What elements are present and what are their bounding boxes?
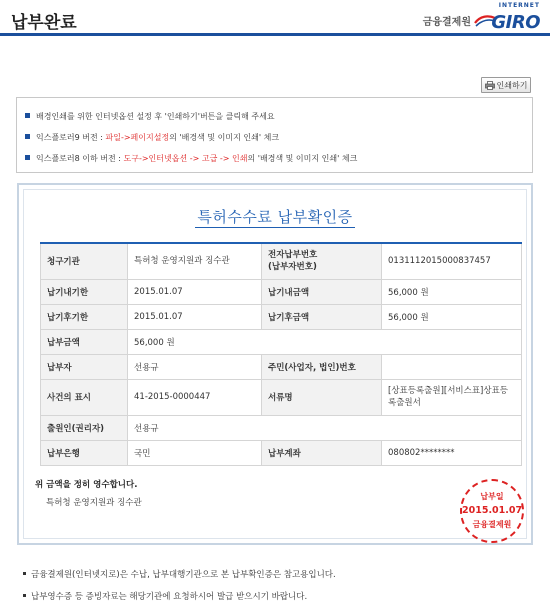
resident-number-value <box>382 354 522 379</box>
notice-text: 익스플로러9 버전 : <box>36 133 106 142</box>
receipt-organization: 특허청 운영지원과 징수관 <box>46 498 142 508</box>
page-header <box>0 0 550 36</box>
certificate-title <box>24 206 526 227</box>
due-date-value: 2015.01.07 <box>128 279 262 304</box>
notice-text: 익스플로러8 이하 버전 : <box>36 154 124 163</box>
notice-item <box>25 148 532 169</box>
table-row <box>41 379 522 415</box>
payment-info-table <box>40 242 522 466</box>
case-value: 41-2015-0000447 <box>128 379 262 415</box>
document-name-value: [상표등록출원][서비스표]상표등록출원서 <box>382 379 522 415</box>
bullet-icon <box>23 572 26 575</box>
notice-highlight: 파일->페이지설정 <box>105 133 170 142</box>
epay-number-label: 전자납부번호 (납부자번호) <box>262 243 382 279</box>
due-amount-label: 납기내금액 <box>262 279 382 304</box>
printer-icon <box>485 81 495 90</box>
claim-org-label: 청구기관 <box>41 243 128 279</box>
print-notice-box <box>16 97 533 173</box>
stamp-date: 2015.01.07 <box>462 505 523 516</box>
giro-logo <box>422 2 540 33</box>
resident-number-label: 주민(사업자, 법인)번호 <box>262 354 382 379</box>
table-row <box>41 354 522 379</box>
stamp-label: 납부일 <box>480 492 504 501</box>
claim-org-value: 특허청 운영지원과 징수관 <box>128 243 262 279</box>
applicant-value: 선용규 <box>128 415 522 440</box>
certificate-title-text: 특허수수료 납부확인증 <box>197 208 353 226</box>
table-row <box>41 243 522 279</box>
paid-amount-value: 56,000 원 <box>128 329 522 354</box>
certificate-body <box>23 189 527 539</box>
bank-value: 국민 <box>128 440 262 465</box>
account-value: 080802******** <box>382 440 522 465</box>
notice-highlight: 도구->인터넷옵션 -> 고급 -> 인쇄 <box>123 154 248 163</box>
after-due-amount-label: 납기후금액 <box>262 304 382 329</box>
case-label: 사건의 표시 <box>41 379 128 415</box>
payment-date-stamp <box>460 479 524 543</box>
after-due-amount-value: 56,000 원 <box>382 304 522 329</box>
payer-value: 선용규 <box>128 354 262 379</box>
stamp-org: 금융결제원 <box>472 520 512 529</box>
page-title: 납부완료 <box>11 13 77 33</box>
notice-item <box>25 106 532 127</box>
payer-label: 납부자 <box>41 354 128 379</box>
due-amount-value: 56,000 원 <box>382 279 522 304</box>
bullet-icon <box>23 594 26 597</box>
table-row <box>41 415 522 440</box>
bullet-icon <box>25 134 30 139</box>
account-label: 납부계좌 <box>262 440 382 465</box>
print-button[interactable] <box>481 77 531 93</box>
paid-amount-label: 납부금액 <box>41 329 128 354</box>
after-due-date-label: 납기후기한 <box>41 304 128 329</box>
logo-brand-text: GIRO <box>491 12 540 33</box>
table-row <box>41 440 522 465</box>
after-due-date-value: 2015.01.07 <box>128 304 262 329</box>
giro-logo-mark <box>474 2 540 33</box>
footer-note <box>23 568 336 580</box>
due-date-label: 납기내기한 <box>41 279 128 304</box>
notice-text: 배경인쇄를 위한 인터넷옵션 설정 후 '인쇄하기'버튼을 클릭해 주세요 <box>36 112 275 121</box>
footer-note <box>23 590 307 602</box>
footer-note-text: 납부영수증 등 증빙자료는 해당기관에 요청하시어 발급 받으시기 바랍니다. <box>31 592 308 602</box>
payment-certificate <box>17 183 533 545</box>
bank-label: 납부은행 <box>41 440 128 465</box>
document-name-label: 서류명 <box>262 379 382 415</box>
bullet-icon <box>25 155 30 160</box>
table-row <box>41 304 522 329</box>
applicant-label: 출원인(권리자) <box>41 415 128 440</box>
notice-item <box>25 127 532 148</box>
receipt-statement: 위 금액을 정히 영수합니다. <box>35 480 138 490</box>
notice-text-after: 의 '배경색 및 이미지 인쇄' 체크 <box>169 133 280 142</box>
table-row <box>41 329 522 354</box>
bullet-icon <box>25 113 30 118</box>
epay-number-value: 0131112015000837457 <box>382 243 522 279</box>
print-button-label: 인쇄하기 <box>496 80 528 90</box>
logo-org-name: 금융결제원 <box>422 17 471 28</box>
table-row <box>41 279 522 304</box>
notice-text-after: 의 '배경색 및 이미지 인쇄' 체크 <box>247 154 358 163</box>
logo-internet-text: INTERNET <box>498 2 540 9</box>
footer-note-text: 금융결제원(인터넷지로)은 수납, 납부대행기관으로 본 납부확인증은 참고용입니다. <box>31 570 336 580</box>
